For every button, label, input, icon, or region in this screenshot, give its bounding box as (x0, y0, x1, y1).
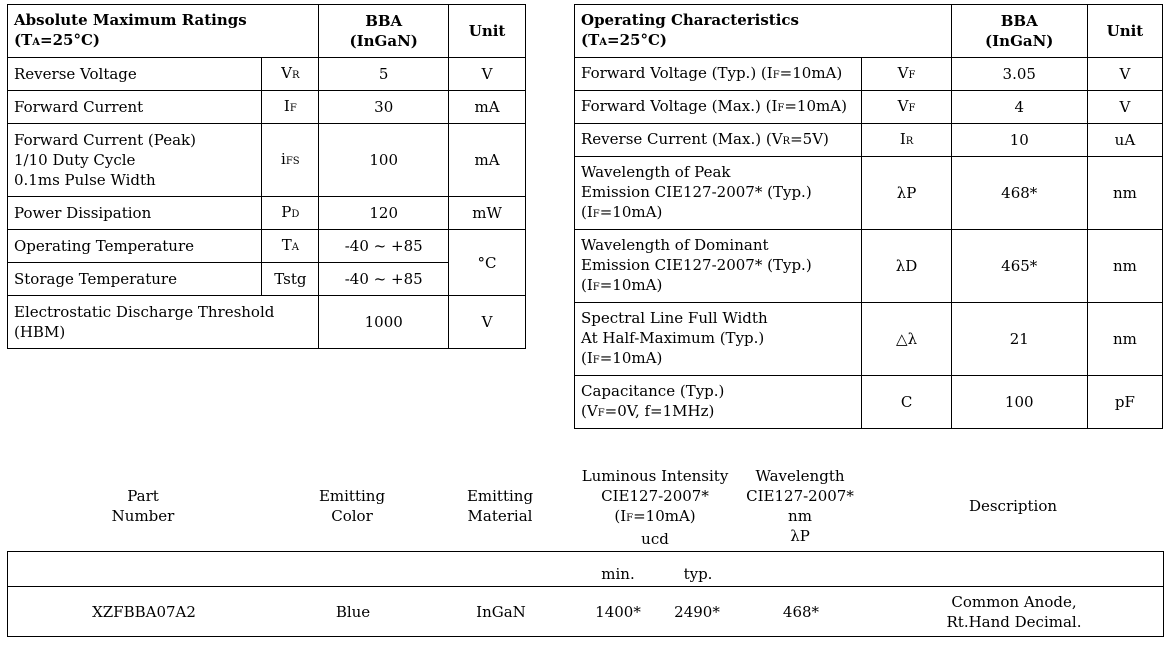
luminous-typ: 2490* (674, 603, 720, 621)
table-row (8, 197, 526, 230)
absolute-maximum-ratings-table (7, 4, 526, 349)
unit-delta-lambda: nm (1087, 303, 1162, 376)
value-ir: 10 (951, 124, 1087, 157)
value-ifs: 100 (319, 124, 449, 197)
header-emitting-material: Emitting Material (466, 487, 534, 525)
param-capacitance: Capacitance (Typ.) (VF=0V, f=1MHz) (575, 376, 862, 429)
unit-ifs: mA (449, 124, 526, 197)
table-row (575, 157, 1163, 230)
description: Common Anode, Rt.Hand Decimal. (946, 593, 1082, 631)
symbol-delta-lambda: △λ (862, 303, 951, 376)
emitting-material: InGaN (476, 603, 526, 621)
value-vf-max: 4 (951, 91, 1087, 124)
wavelength-value: 468* (782, 603, 820, 621)
table-row (8, 58, 526, 91)
param-forward-voltage-typ: Forward Voltage (Typ.) (IF=10mA) (575, 58, 862, 91)
part-number-table (7, 551, 1164, 637)
part-table-header (7, 466, 1164, 550)
value-lambda-p: 468* (951, 157, 1087, 230)
header-part-number: Part Number (111, 487, 175, 525)
luminous-min: 1400* (595, 603, 641, 621)
param-forward-voltage-max: Forward Voltage (Max.) (IF=10mA) (575, 91, 862, 124)
sub-header-min: min. (601, 565, 635, 583)
param-forward-current-peak: Forward Current (Peak) 1/10 Duty Cycle 0.1ms Pulse Width (8, 124, 262, 197)
amr-bba-header: BBA (InGaN) (319, 5, 449, 58)
operating-characteristics-table (574, 4, 1163, 429)
value-esd: 1000 (319, 296, 449, 349)
symbol-vf-typ: VF (862, 58, 951, 91)
header-description: Description (968, 497, 1058, 515)
unit-ir: uA (1087, 124, 1162, 157)
header-wavelength: Wavelength CIE127-2007* nm λP (746, 467, 854, 545)
param-reverse-current-max: Reverse Current (Max.) (VR=5V) (575, 124, 862, 157)
emitting-color: Blue (335, 603, 371, 621)
symbol-vr: VR (262, 58, 319, 91)
sub-header-row (8, 552, 1164, 587)
oc-title: Operating Characteristics (581, 10, 800, 29)
table-row (8, 91, 526, 124)
table-row (575, 58, 1163, 91)
unit-esd: V (449, 296, 526, 349)
value-vr: 5 (319, 58, 449, 91)
param-reverse-voltage: Reverse Voltage (8, 58, 262, 91)
oc-condition: (TA=25°C) (581, 30, 668, 49)
value-tstg: -40 ~ +85 (319, 263, 449, 296)
param-operating-temperature: Operating Temperature (8, 230, 262, 263)
value-lambda-d: 465* (951, 230, 1087, 303)
table-row (575, 376, 1163, 429)
header-luminous-intensity: Luminous Intensity CIE127-2007* (IF=10mA) ucd (581, 467, 729, 548)
unit-if: mA (449, 91, 526, 124)
table-row (575, 91, 1163, 124)
table-row (8, 296, 526, 349)
table-row (8, 552, 1164, 587)
param-peak-wavelength: Wavelength of Peak Emission CIE127-2007* (Typ.) (IF=10mA) (575, 157, 862, 230)
part-number: XZFBBA07A2 (92, 603, 196, 621)
sub-header-typ: typ. (683, 565, 713, 583)
param-spectral-width: Spectral Line Full Width At Half-Maximum (Typ.) (IF=10mA) (575, 303, 862, 376)
param-dominant-wavelength: Wavelength of Dominant Emission CIE127-2007* (Typ.) (IF=10mA) (575, 230, 862, 303)
amr-title-cell (8, 5, 319, 58)
symbol-if: IF (262, 91, 319, 124)
symbol-ir: IR (862, 124, 951, 157)
symbol-pd: PD (262, 197, 319, 230)
symbol-ta: TA (262, 230, 319, 263)
value-ta: -40 ~ +85 (319, 230, 449, 263)
value-c: 100 (951, 376, 1087, 429)
table-row (8, 587, 1164, 637)
amr-condition: (TA=25°C) (14, 30, 101, 49)
table-row (575, 303, 1163, 376)
oc-unit-header: Unit (1087, 5, 1162, 58)
part-row (8, 587, 1164, 637)
unit-c: pF (1087, 376, 1162, 429)
unit-lambda-d: nm (1087, 230, 1162, 303)
symbol-lambda-d: λD (862, 230, 951, 303)
header-emitting-color: Emitting Color (318, 487, 386, 525)
table-row (575, 230, 1163, 303)
value-if: 30 (319, 91, 449, 124)
value-vf-typ: 3.05 (951, 58, 1087, 91)
amr-unit-header: Unit (449, 5, 526, 58)
unit-vf-max: V (1087, 91, 1162, 124)
value-delta-lambda: 21 (951, 303, 1087, 376)
table-row (8, 230, 526, 263)
unit-lambda-p: nm (1087, 157, 1162, 230)
unit-temperature: °C (449, 230, 526, 296)
table-row (8, 124, 526, 197)
param-storage-temperature: Storage Temperature (8, 263, 262, 296)
oc-bba-header: BBA (InGaN) (951, 5, 1087, 58)
table-row (575, 124, 1163, 157)
table-row (8, 263, 526, 296)
amr-title: Absolute Maximum Ratings (14, 10, 247, 29)
oc-title-cell (575, 5, 952, 58)
unit-vf-typ: V (1087, 58, 1162, 91)
unit-pd: mW (449, 197, 526, 230)
symbol-vf-max: VF (862, 91, 951, 124)
symbol-lambda-p: λP (862, 157, 951, 230)
value-pd: 120 (319, 197, 449, 230)
param-esd: Electrostatic Discharge Threshold (HBM) (8, 296, 319, 349)
symbol-ifs: iFS (262, 124, 319, 197)
param-power-dissipation: Power Dissipation (8, 197, 262, 230)
symbol-c: C (862, 376, 951, 429)
symbol-tstg: Tstg (262, 263, 319, 296)
unit-vr: V (449, 58, 526, 91)
param-forward-current: Forward Current (8, 91, 262, 124)
